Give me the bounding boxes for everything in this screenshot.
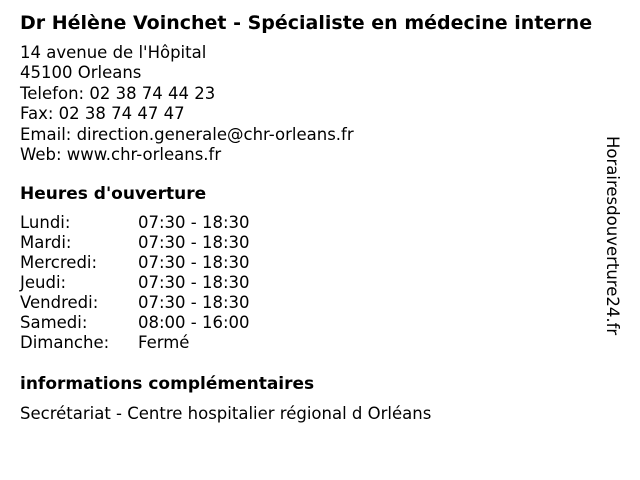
address-city: 45100 Orleans (20, 63, 142, 83)
hours-day: Mardi: (20, 233, 72, 252)
hours-row (20, 213, 250, 233)
website: Web: www.chr-orleans.fr (20, 145, 222, 165)
contact-block (20, 43, 354, 165)
hours-time: 08:00 - 16:00 (138, 313, 250, 332)
site-watermark: Horairesdouverture24.fr (603, 136, 622, 336)
additional-info-heading: informations complémentaires (20, 374, 315, 394)
hours-day: Jeudi: (20, 273, 67, 292)
opening-hours-heading: Heures d'ouverture (20, 184, 207, 204)
hours-row (20, 313, 250, 333)
additional-info-text: Secrétariat - Centre hospitalier régional d Orléans (20, 404, 432, 423)
hours-day: Vendredi: (20, 293, 99, 312)
hours-row (20, 293, 250, 313)
page-title: Dr Hélène Voinchet - Spécialiste en médecine interne (20, 12, 593, 34)
hours-day: Dimanche: (20, 333, 110, 352)
hours-time: 07:30 - 18:30 (138, 213, 250, 232)
hours-day: Mercredi: (20, 253, 98, 272)
hours-time: 07:30 - 18:30 (138, 293, 250, 312)
hours-day: Lundi: (20, 213, 71, 232)
hours-row (20, 273, 250, 293)
hours-row (20, 253, 250, 273)
hours-time: 07:30 - 18:30 (138, 273, 250, 292)
email-address: Email: direction.generale@chr-orleans.fr (20, 124, 354, 144)
fax-number: Fax: 02 38 74 47 47 (20, 104, 185, 124)
hours-time: 07:30 - 18:30 (138, 253, 250, 272)
hours-row (20, 233, 250, 253)
opening-hours-list (20, 213, 250, 353)
hours-time: 07:30 - 18:30 (138, 233, 250, 252)
hours-row (20, 333, 250, 353)
hours-day: Samedi: (20, 313, 88, 332)
hours-time: Fermé (138, 333, 190, 352)
address-street: 14 avenue de l'Hôpital (20, 43, 207, 62)
phone-number: Telefon: 02 38 74 44 23 (20, 83, 216, 103)
